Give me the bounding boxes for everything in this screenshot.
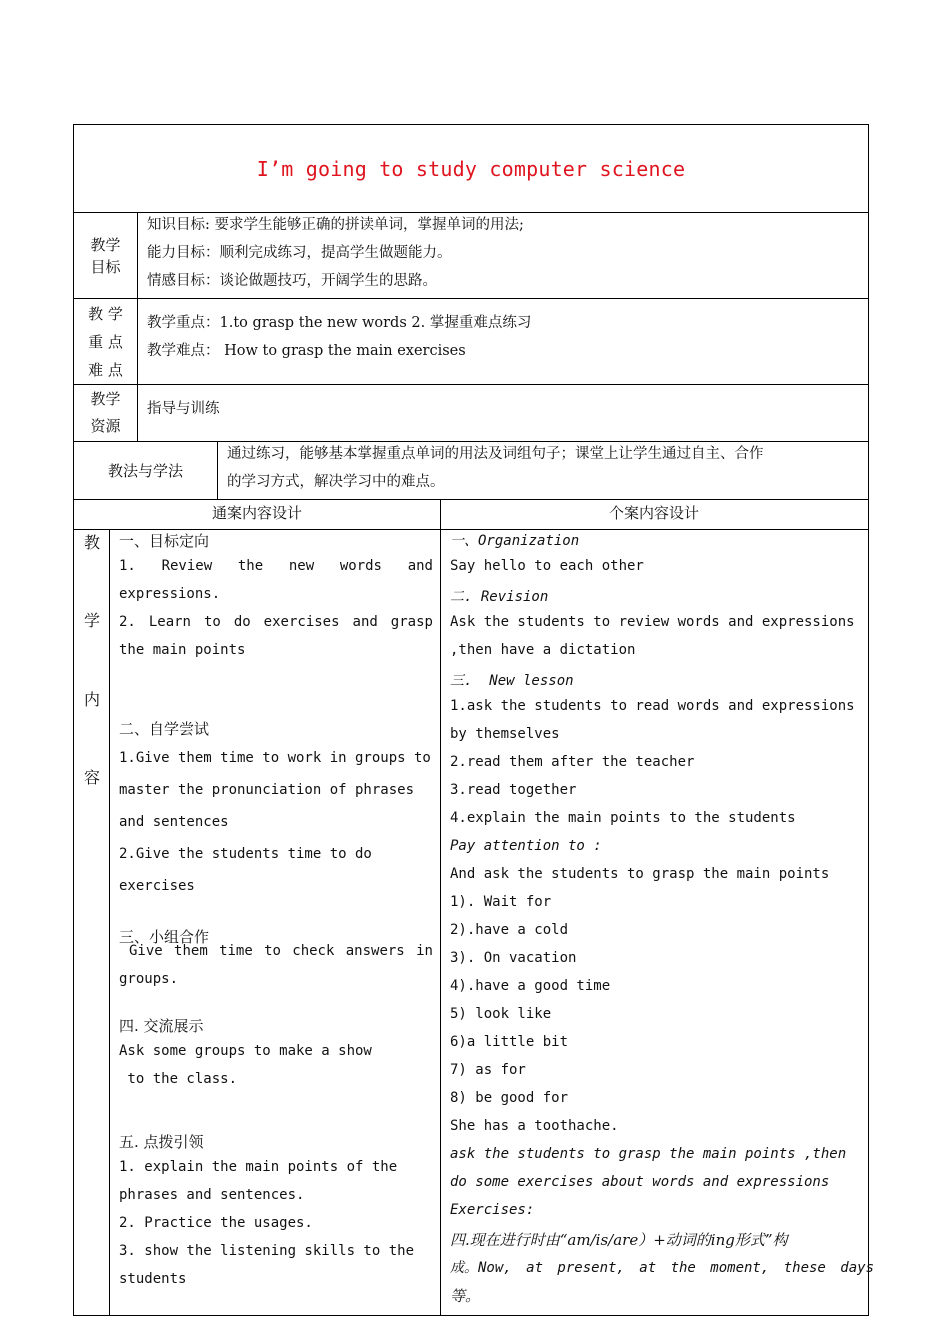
- title-row: [74, 125, 868, 213]
- objective-line: 知识目标: 要求学生能够正确的拼读单词，掌握单词的用法;: [147, 217, 524, 233]
- word: grasp: [390, 614, 433, 630]
- word: and: [352, 614, 378, 630]
- right-line: by themselves: [450, 726, 560, 742]
- right-line-grammar: 等。: [450, 1287, 481, 1305]
- objectives-row: [74, 213, 868, 299]
- difficult-point-line: 教学难点： How to grasp the main exercises: [147, 343, 466, 359]
- methods-content: [218, 442, 868, 499]
- side-label-char: 教: [83, 533, 100, 552]
- section-title-guidance: 五. 点拨引领: [119, 1133, 204, 1151]
- right-line-revision: 二. Revision: [450, 589, 549, 605]
- page-title: I’m going to study computer science: [256, 157, 686, 181]
- resources-label: [74, 385, 138, 441]
- right-line-exercises: Exercises:: [450, 1202, 535, 1218]
- word: Learn: [148, 614, 191, 630]
- word: 2.: [119, 614, 136, 630]
- right-line: 1.ask the students to read words and expressions: [450, 698, 855, 714]
- key-points-label: [74, 299, 138, 384]
- objective-line: 能力目标：顺利完成练习，提高学生做题能力。: [147, 245, 452, 261]
- goal-line-3: [119, 614, 433, 630]
- word: to: [203, 614, 221, 630]
- resources-label-line-1: 教学: [90, 390, 121, 408]
- content-area: [74, 530, 875, 1315]
- word: new: [288, 558, 315, 574]
- side-label-char: 容: [83, 768, 100, 787]
- objective-line: 情感目标：谈论做题技巧，开阔学生的思路。: [147, 273, 437, 289]
- right-line: And ask the students to grasp the main points: [450, 866, 830, 882]
- guidance-line: 1. explain the main points of the: [119, 1159, 398, 1175]
- key-points-content: [138, 299, 868, 384]
- common-design-column: [110, 530, 440, 1315]
- methods-label: 教法与学法: [74, 442, 218, 499]
- group-work-line-2: groups.: [119, 971, 179, 987]
- guidance-line: 2. Practice the usages.: [119, 1215, 313, 1231]
- right-line-italic: ask the students to grasp the main points ,then: [450, 1146, 847, 1162]
- guidance-line: students: [119, 1271, 187, 1287]
- self-study-line: 2.Give the students time to do: [119, 846, 372, 862]
- phrase-item: 1). Wait for: [450, 894, 552, 910]
- goal-line-4: the main points: [119, 642, 246, 658]
- self-study-line: master the pronunciation of phrases: [119, 782, 415, 798]
- goal-line-2: expressions.: [119, 586, 221, 602]
- section-title-self-study: 二、自学尝试: [119, 720, 210, 738]
- right-line: She has a toothache.: [450, 1118, 619, 1134]
- guidance-line: 3. show the listening skills to the: [119, 1243, 415, 1259]
- methods-line: 通过练习，能够基本掌握重点单词的用法及词组句子；课堂上让学生通过自主、合作: [227, 446, 764, 462]
- word: time: [219, 943, 253, 959]
- right-line: Say hello to each other: [450, 558, 644, 574]
- right-line-grammar: 四.现在进行时由“am/is/are）+动词的ing形式”构: [450, 1231, 788, 1249]
- self-study-line: and sentences: [119, 814, 229, 830]
- right-line-organization: 一、Organization: [450, 533, 580, 549]
- guidance-line: phrases and sentences.: [119, 1187, 305, 1203]
- word: the: [237, 558, 264, 574]
- side-label-column: [74, 530, 110, 1315]
- right-line-new-lesson: 三. New lesson: [450, 673, 574, 689]
- phrase-item: 8) be good for: [450, 1090, 569, 1106]
- right-line-grammar: 成。Now, at present, at the moment, these days: [450, 1260, 875, 1276]
- key-points-label-line-1: 教 学: [88, 304, 123, 323]
- word: answers: [345, 943, 405, 959]
- methods-row: [74, 442, 868, 500]
- objectives-label-line-1: 教学: [90, 235, 121, 254]
- self-study-line: exercises: [119, 878, 195, 894]
- key-point-line: 教学重点：1.to grasp the new words 2. 掌握重难点练习: [147, 315, 532, 331]
- section-title-presentation: 四. 交流展示: [119, 1017, 204, 1035]
- phrase-item: 4).have a good time: [450, 978, 611, 994]
- word: and: [407, 558, 433, 574]
- side-label-char: 学: [83, 611, 100, 630]
- methods-line: 的学习方式，解决学习中的难点。: [227, 474, 445, 490]
- section-title-group-work: 三、小组合作: [119, 928, 210, 946]
- right-line: 2.read them after the teacher: [450, 754, 695, 770]
- key-points-label-line-2: 重 点: [88, 332, 123, 351]
- self-study-line: 1.Give them time to work in groups to: [119, 750, 431, 766]
- right-line: 3.read together: [450, 782, 577, 798]
- lesson-plan-table: [73, 124, 875, 1316]
- column-headers-row: [74, 500, 868, 530]
- phrase-item: 2).have a cold: [450, 922, 569, 938]
- resources-content: [138, 385, 868, 441]
- objectives-content: [138, 213, 868, 298]
- goal-line-1: [119, 558, 433, 574]
- resources-text: 指导与训练: [147, 401, 220, 417]
- individual-design-header: 个案内容设计: [608, 504, 699, 522]
- key-points-label-line-3: 难 点: [88, 360, 123, 379]
- word: words: [339, 558, 382, 574]
- right-line-attention: Pay attention to :: [450, 838, 602, 854]
- word: Review: [161, 558, 213, 574]
- presentation-line: Ask some groups to make a show: [119, 1043, 372, 1059]
- word: 1.: [119, 558, 136, 574]
- right-line: Ask the students to review words and expressions: [450, 614, 855, 630]
- key-points-row: [74, 299, 868, 385]
- phrase-item: 5) look like: [450, 1006, 552, 1022]
- word: to: [264, 943, 281, 959]
- side-label-char: 内: [83, 690, 100, 709]
- resources-row: [74, 385, 868, 442]
- word: in: [416, 943, 433, 959]
- presentation-line: to the class.: [119, 1071, 238, 1087]
- word: check: [292, 943, 335, 959]
- right-line: ,then have a dictation: [450, 642, 636, 658]
- common-design-header: 通案内容设计: [211, 504, 302, 522]
- word: do: [233, 614, 251, 630]
- objectives-label: [74, 213, 138, 298]
- word: exercises: [263, 614, 340, 630]
- right-line-italic: do some exercises about words and expressions: [450, 1174, 830, 1190]
- individual-design-column: [441, 530, 875, 1315]
- group-work-line-1: [129, 943, 433, 959]
- phrase-item: 7) as for: [450, 1062, 526, 1078]
- section-title-goals: 一、目标定向: [119, 532, 210, 550]
- phrase-item: 6)a little bit: [450, 1034, 569, 1050]
- word: them: [174, 943, 208, 959]
- resources-label-line-2: 资源: [90, 417, 121, 435]
- word: Give: [129, 943, 163, 959]
- objectives-label-line-2: 目标: [90, 257, 121, 276]
- right-line: 4.explain the main points to the students: [450, 810, 796, 826]
- phrase-item: 3). On vacation: [450, 950, 577, 966]
